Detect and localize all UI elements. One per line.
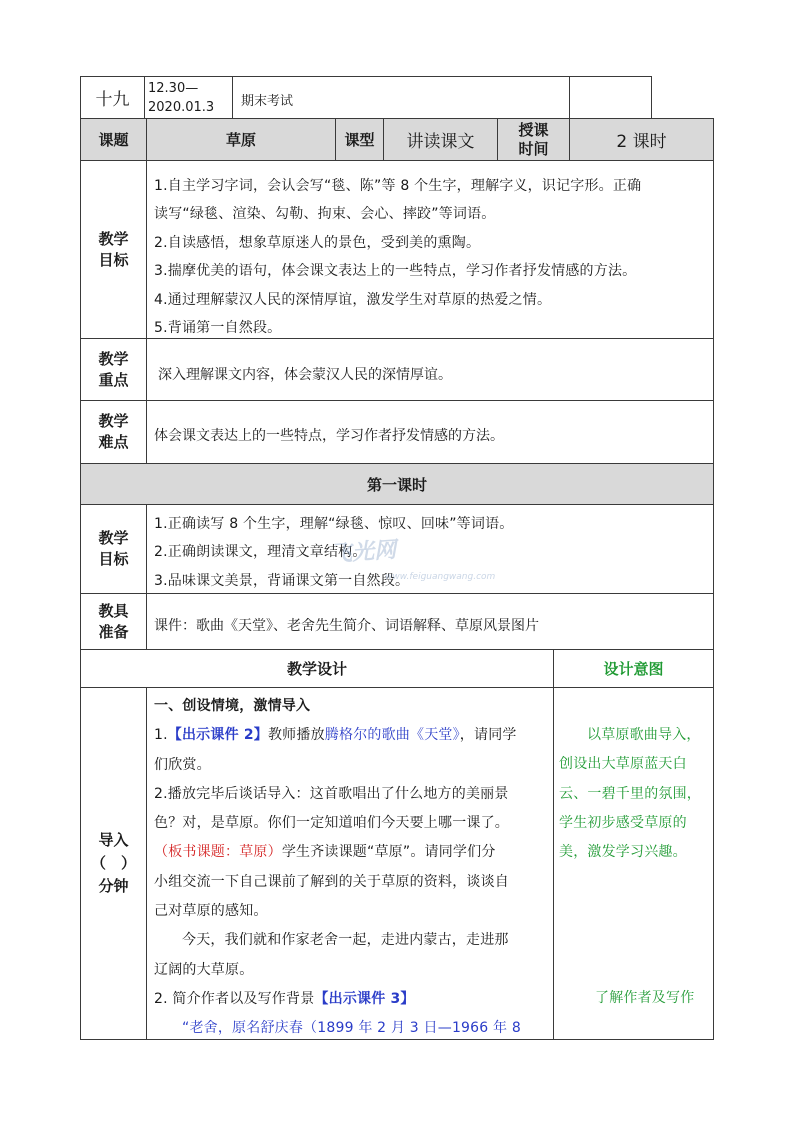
type-label: 课型 <box>344 131 375 149</box>
design-header-left-text: 教学设计 <box>286 660 347 678</box>
intent-line: 以草原歌曲导入， <box>587 727 701 743</box>
goals-content-cell <box>146 160 714 339</box>
leadin-p2-line5: 己对草原的感知。 <box>154 903 268 920</box>
leadin-p3-line2: 辽阔的大草原。 <box>154 961 254 978</box>
leadin-p3-line1: 今天，我们就和作家老舍一起，走进内蒙古，走进那 <box>182 932 509 949</box>
note-cell <box>232 76 570 119</box>
fl-goals-label-1: 教学 <box>98 529 129 547</box>
goals-line: 1.自主学习字词，会认会写“毯、陈”等 8 个生字，理解字义，识记字形。正确 <box>154 178 642 194</box>
intent-line: 云、一碧千里的氛围， <box>559 785 701 802</box>
prep-label-1: 教具 <box>98 601 129 620</box>
time-label-1: 授课 <box>518 120 549 139</box>
first-lesson-title-cell <box>80 463 714 505</box>
goals-label-cell <box>80 160 147 339</box>
intent-line: 学生初步感受草原的 <box>559 814 687 831</box>
leadin-p4 <box>154 985 553 1014</box>
topic-label: 课题 <box>98 131 129 149</box>
leadin-p2-line1: 2.播放完毕后谈话导入：这首歌唱出了什么地方的美丽景 <box>154 785 509 802</box>
intent-line: 美，激发学习兴趣。 <box>559 844 687 861</box>
leadin-p2-line2: 色？对，是草原。你们一定知道咱们今天要上哪一课了。 <box>154 815 509 832</box>
keypoint-label-1: 教学 <box>98 349 129 368</box>
type-value: 讲读课文 <box>406 132 475 152</box>
goals-line: 4.通过理解蒙汉人民的深情厚谊，激发学生对草原的热爱之情。 <box>154 291 552 308</box>
difficulty-label-1: 教学 <box>98 412 129 430</box>
fl-goals-line: 3.品味课文美景，背诵课文第一自然段。 <box>154 572 410 589</box>
leadin-p2-line4: 小组交流一下自己课前了解到的关于草原的资料，谈谈自 <box>154 873 509 890</box>
lesson-number-cell <box>80 76 145 119</box>
board-note: （板书课题：草原） <box>154 844 282 861</box>
type-label-cell <box>335 118 384 161</box>
design-header-right <box>553 649 714 688</box>
watermark-logo: 飞光网 <box>329 537 397 568</box>
time-value: 2 课时 <box>616 132 667 152</box>
time-value-cell <box>569 118 714 161</box>
leadin-p5: “老舍，原名舒庆春（1899 年 2 月 3 日—1966 年 8 <box>182 1020 521 1037</box>
leadin-heading: 一、创设情境，激情导入 <box>154 698 311 714</box>
p1-prefix: 1. <box>154 727 168 744</box>
intent-cell <box>553 687 714 1040</box>
courseware-tag-2: 【出示课件 2】 <box>167 727 268 744</box>
leadin-content-cell <box>146 687 554 1040</box>
song-name: 腾格尔的歌曲《天堂》 <box>324 727 460 744</box>
goals-label-2: 目标 <box>98 250 129 269</box>
lesson-number: 十九 <box>95 90 130 110</box>
fl-goals-label-2: 目标 <box>98 550 129 568</box>
keypoint-content-cell <box>146 338 714 401</box>
keypoint-label-2: 重点 <box>98 370 129 389</box>
courseware-tag-3: 【出示课件 3】 <box>314 990 415 1007</box>
goals-label-1: 教学 <box>98 229 129 248</box>
topic-value: 草原 <box>225 131 256 149</box>
prep-label-2: 准备 <box>98 622 129 641</box>
date-line-2: 2020.01.3 <box>148 100 215 115</box>
leadin-label-3: 分钟 <box>98 877 129 895</box>
leadin-label-cell <box>80 687 147 1040</box>
topic-label-cell <box>80 118 147 161</box>
difficulty-content-cell <box>146 400 714 464</box>
date-line-1: 12.30— <box>148 81 199 96</box>
p1-end: ，请同学 <box>459 727 517 744</box>
p4-text: 2. 简介作者以及写作背景 <box>154 990 315 1007</box>
p1-mid: 教师播放 <box>267 727 325 744</box>
date-cell <box>144 76 233 119</box>
empty-header-cell <box>569 76 652 119</box>
time-label-2: 时间 <box>518 139 549 158</box>
goals-line: 2.自读感悟，想象草原迷人的景色，受到美的熏陶。 <box>154 234 481 251</box>
fl-goals-line: 1.正确读写 8 个生字，理解“绿毯、惊叹、回味”等词语。 <box>154 516 514 532</box>
type-value-cell <box>383 118 498 161</box>
prep-text: 课件：歌曲《天堂》、老舍先生简介、词语解释、草原风景图片 <box>154 618 539 634</box>
leadin-label-2: （ ） <box>90 854 136 872</box>
leadin-p2-line3 <box>154 838 553 867</box>
topic-value-cell <box>146 118 336 161</box>
design-header-right-text: 设计意图 <box>603 660 664 678</box>
p2-line3-rest: 学生齐读课题“草原”。请同学们分 <box>281 844 496 861</box>
note-text: 期末考试 <box>241 94 294 109</box>
leadin-label-1: 导入 <box>98 831 129 849</box>
prep-label-cell <box>80 593 147 650</box>
fl-goals-label-cell <box>80 504 147 594</box>
leadin-p1-line2: 们欣赏。 <box>154 756 211 773</box>
difficulty-text: 体会课文表达上的一些特点，学习作者抒发情感的方法。 <box>154 428 504 444</box>
fl-goals-line: 2.正确朗读课文，理清文章结构。 <box>154 544 367 561</box>
leadin-p1 <box>154 721 553 750</box>
goals-line: 5.背诵第一自然段。 <box>154 320 282 337</box>
time-label-cell <box>497 118 570 161</box>
goals-line: 3.揣摩优美的语句，体会课文表达上的一些特点，学习作者抒发情感的方法。 <box>154 263 637 280</box>
keypoint-label-cell <box>80 338 147 401</box>
design-header-left <box>80 649 554 688</box>
watermark-url: www.feiguangwang.com <box>385 572 496 582</box>
goals-line: 读写“绿毯、渲染、勾勒、拘束、会心、摔跤”等词语。 <box>154 206 496 223</box>
first-lesson-title: 第一课时 <box>366 475 427 494</box>
difficulty-label-cell <box>80 400 147 464</box>
difficulty-label-2: 难点 <box>98 433 129 451</box>
prep-content-cell <box>146 593 714 650</box>
intent-line: 创设出大草原蓝天白 <box>559 756 687 773</box>
intent-2: 了解作者及写作 <box>595 990 695 1007</box>
keypoint-text: 深入理解课文内容，体会蒙汉人民的深情厚谊。 <box>158 367 452 383</box>
